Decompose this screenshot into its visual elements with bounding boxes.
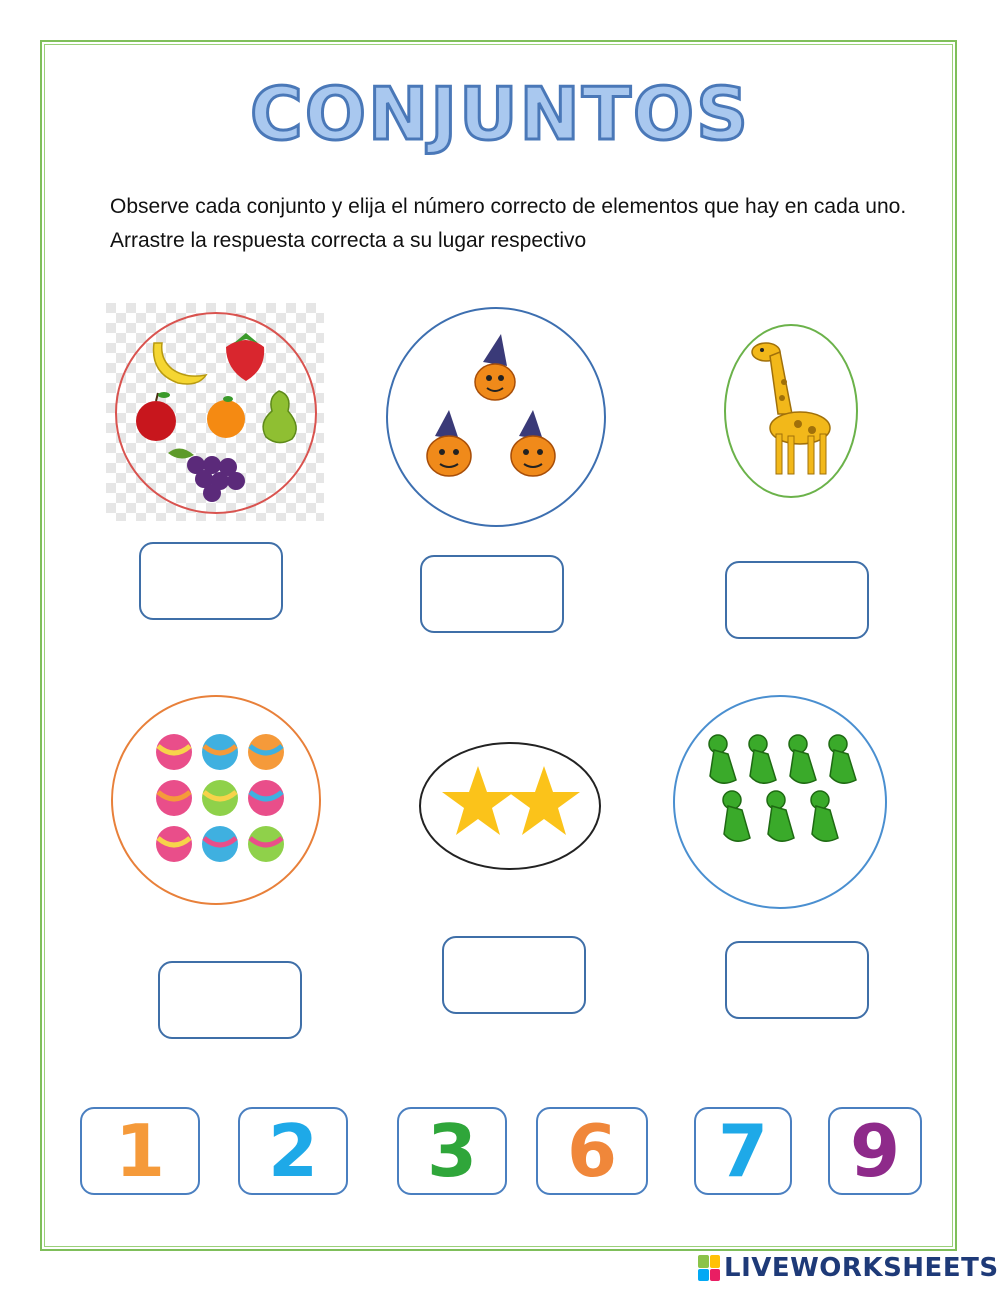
ball-icon (248, 826, 284, 862)
ball-icon (156, 826, 192, 862)
brand-name: LIVEWORKSHEETS (724, 1253, 999, 1283)
answer-box-pumpkins[interactable] (420, 555, 564, 633)
set-pumpkins (383, 304, 609, 530)
page-title: CONJUNTOS (250, 72, 750, 156)
set-giraffe (722, 322, 862, 502)
number-tile-label: 1 (114, 1109, 166, 1193)
number-tile-2[interactable] (238, 1107, 348, 1195)
answer-box-giraffe[interactable] (725, 561, 869, 639)
answer-box-dinosaurs[interactable] (725, 941, 869, 1019)
number-tile-label: 3 (426, 1109, 478, 1193)
set-fruits (106, 303, 324, 521)
number-tile-3[interactable] (397, 1107, 507, 1195)
ball-icon (202, 826, 238, 862)
ball-icon (156, 734, 192, 770)
ball-icon (202, 734, 238, 770)
number-tile-label: 7 (717, 1109, 769, 1193)
ball-icon (248, 780, 284, 816)
set-stars (418, 740, 602, 872)
liveworksheets-logo-icon (698, 1255, 720, 1281)
number-tile-6[interactable] (536, 1107, 648, 1195)
ball-icon (248, 734, 284, 770)
set-balls (106, 690, 324, 908)
answer-box-balls[interactable] (158, 961, 302, 1039)
answer-box-stars[interactable] (442, 936, 586, 1014)
number-tile-label: 2 (267, 1109, 319, 1193)
instructions-text: Observe cada conjunto y elija el número correcto de elementos que hay en cada uno. Arrastre la respuesta correcta a su lugar respectivo (110, 195, 907, 252)
answer-box-fruits[interactable] (139, 542, 283, 620)
number-tile-9[interactable] (828, 1107, 922, 1195)
set-dinosaurs (670, 692, 888, 910)
ball-icon (156, 780, 192, 816)
number-tile-label: 6 (566, 1109, 618, 1193)
number-tile-7[interactable] (694, 1107, 792, 1195)
ball-icon (202, 780, 238, 816)
number-tile-1[interactable] (80, 1107, 200, 1195)
number-tile-label: 9 (849, 1109, 901, 1193)
brand-logo (698, 1253, 999, 1283)
